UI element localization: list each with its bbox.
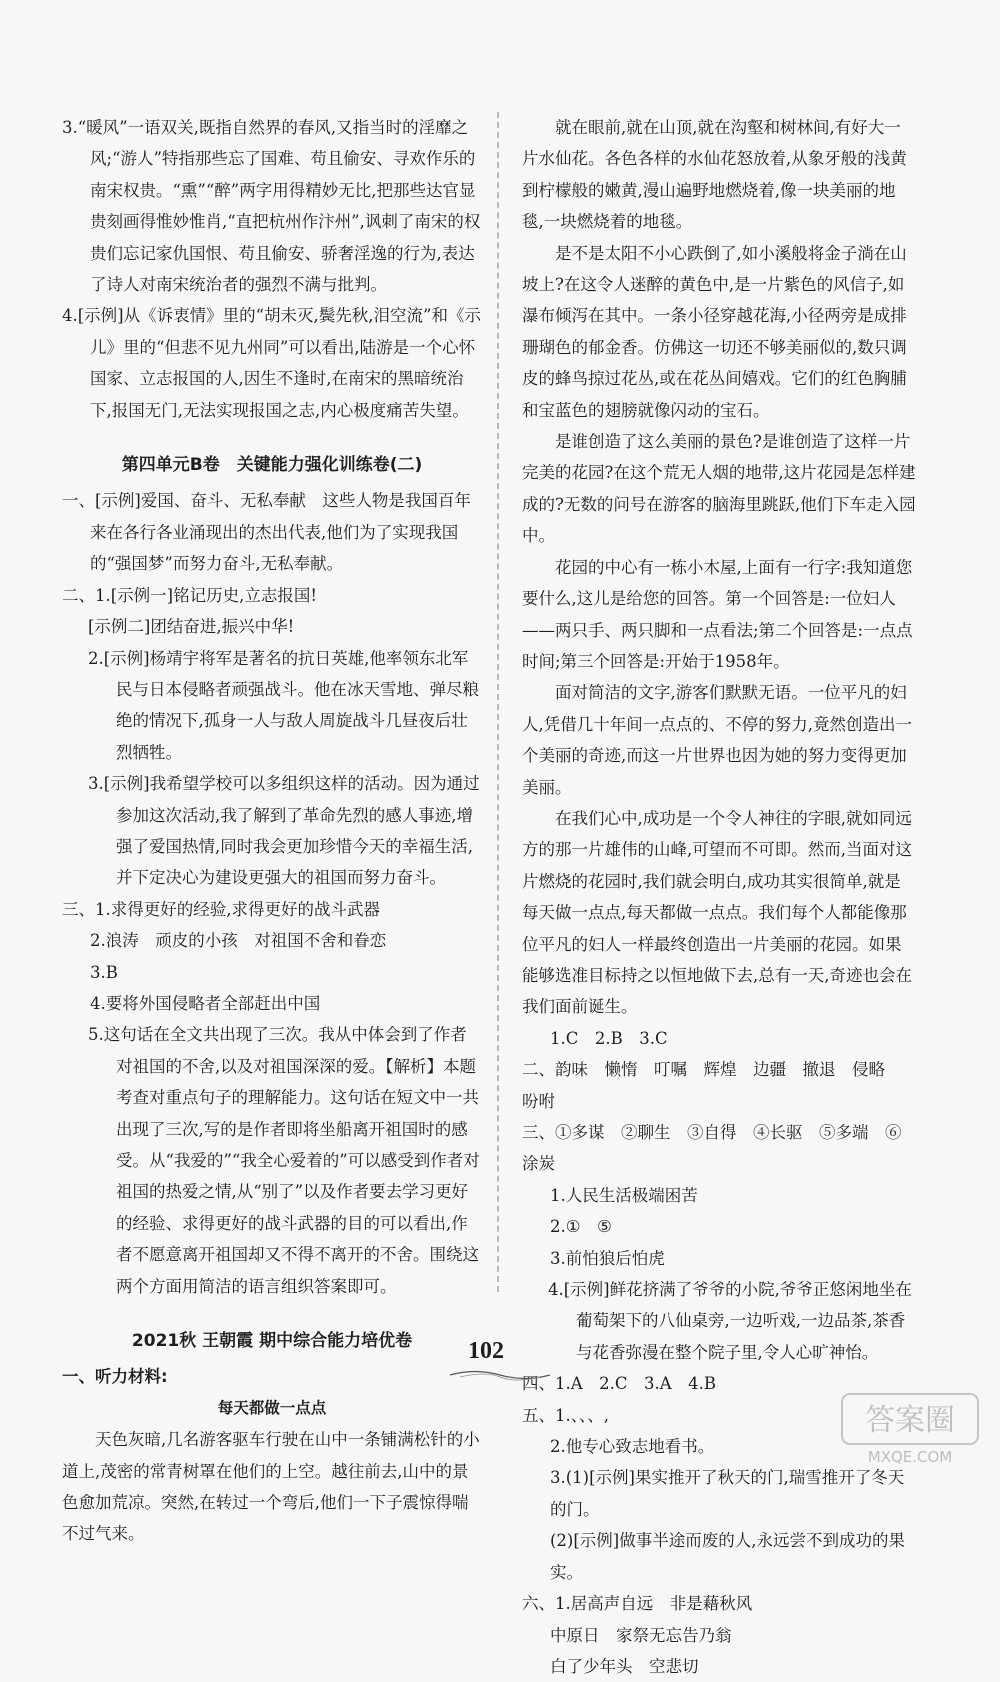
answer-section-5-1: 五、1.、、、, <box>522 1405 609 1425</box>
watermark-logo-icon <box>840 1392 980 1468</box>
article-paragraph-7: 在我们心中,成功是一个令人神往的字眼,就如同远方的那一片雄伟的山峰,可望而不可即。然而,当面对这片燃烧的花园时,我们就会明白,成功其实很简单,就是每天做一点点,每天都做一点点。我们每个人都能像那位平凡的妇人一样最终创造出一片美丽的花园。如果能够选准目标持之以恒地做下去,总有一天,奇迹也会在我们面前诞生。 <box>522 808 912 1017</box>
column-divider <box>497 112 499 1292</box>
answer-section-5-3: 3.(1)[示例]果实推开了秋天的门,瑞雪推开了冬天的门。 <box>550 1468 905 1519</box>
answer-section-2-2: 2.[示例]杨靖宇将军是著名的抗日英雄,他率领东北军民与日本侵略者顽强战斗。他在冰天雪地、弹尽粮绝的情况下,孤身一人与敌人周旋战斗几昼夜后壮烈牺牲。 <box>88 648 479 762</box>
answer-idiom-3: 3.前怕狼后怕虎 <box>550 1248 665 1268</box>
answer-words: 二、韵味 懒惰 叮嘱 辉煌 边疆 撤退 侵略 吩咐 <box>522 1060 902 1111</box>
answer-idiom-1: 1.人民生活极端困苦 <box>550 1185 698 1205</box>
article-paragraph-4: 是谁创造了这么美丽的景色?是谁创造了这样一片完美的花园?在这个荒无人烟的地带,这片花园是怎样建成的?无数的问号在游客的脑海里跳跃,他们下车走入园中。 <box>522 432 916 546</box>
listening-heading: 一、听力材料: <box>62 1367 168 1387</box>
answer-section-6-1c: 白了少年头 空悲切 <box>550 1656 699 1676</box>
answer-section-1: 一、[示例]爱国、奋斗、无私奉献 这些人物是我国百年来在各行各业涌现出的杰出代表,他们为了实现我国的“强国梦”而努力奋斗,无私奉献。 <box>62 491 471 574</box>
answer-4: 4.[示例]从《诉衷情》里的“胡未灭,鬓先秋,泪空流”和《示儿》里的“但悲不见九州同”可以看出,陆游是一个心怀国家、立志报国的人,因生不逢时,在南宋的黑暗统治下,报国无门,无法实现报国之志,内心极度痛苦失望。 <box>62 306 481 420</box>
left-column <box>62 112 482 1550</box>
answer-section-3-2: 2.浪涛 顽皮的小孩 对祖国不舍和眷恋 <box>90 931 387 951</box>
answer-idioms: 三、①多谋 ②聊生 ③自得 ④长驱 ⑤多端 ⑥涂炭 <box>522 1123 902 1174</box>
page-number: 102 <box>468 1338 504 1364</box>
page-ornament-icon <box>445 1368 555 1382</box>
answer-idiom-2: 2.① ⑤ <box>550 1217 612 1237</box>
answer-section-2-3: 3.[示例]我希望学校可以多组织这样的活动。因为通过参加这次活动,我了解到了革命先烈的感人事迹,增强了爱国热情,同时我会更加珍惜今天的幸福生活,并下定决心为建设更强大的祖国而努力奋斗。 <box>88 774 480 888</box>
article-paragraph-5: 花园的中心有一栋小木屋,上面有一行字:我知道您要什么,这儿是给您的回答。第一个回答是:一位妇人——两只手、两只脚和一点看法;第二个回答是:一点点时间;第三个回答是:开始于1958年。 <box>522 557 913 671</box>
answer-section-2-1b: [示例二]团结奋进,振兴中华! <box>88 617 295 637</box>
answer-section-3-3: 3.B <box>90 962 118 982</box>
article-paragraph-3: 是不是太阳不小心跌倒了,如小溪般将金子淌在山坡上?在这令人迷醉的黄色中,是一片紫色的风信子,如瀑布倾泻在其中。一条小径穿越花海,小径两旁是成排珊瑚色的郁金香。仿佛这一切还不够美丽似的,数只调皮的蜂鸟掠过花丛,或在花丛间嬉戏。它们的红色胸脯和宝蓝色的翅膀就像闪动的宝石。 <box>522 243 907 420</box>
section-title-midterm: 2021秋 王朝霞 期中综合能力培优卷 <box>131 1331 413 1352</box>
section-title-unit4b: 第四单元B卷 关键能力强化训练卷(二) <box>121 455 423 476</box>
answer-section-6-1: 六、1.居高声自远 非是藉秋风 <box>522 1594 753 1614</box>
answer-section-3-1: 三、1.求得更好的经验,求得更好的战斗武器 <box>62 899 380 919</box>
article-paragraph-6: 面对简洁的文字,游客们默默无语。一位平凡的妇人,凭借几十年间一点点的、不停的努力,竟然创造出一个美丽的奇迹,而这一片世界也因为她的努力变得更加美丽。 <box>522 683 912 797</box>
answer-section-3-4: 4.要将外国侵略者全部赶出中国 <box>90 993 321 1013</box>
answer-section-5-2: 2.他专心致志地看书。 <box>550 1437 715 1457</box>
answer-choices-1: 1.C 2.B 3.C <box>550 1028 668 1048</box>
answer-idiom-4: 4.[示例]鲜花挤满了爷爷的小院,爷爷正悠闲地坐在葡萄架下的八仙桌旁,一边听戏,一边品茶,茶香与花香弥漫在整个院子里,令人心旷神怡。 <box>548 1280 912 1362</box>
answer-3: 3.“暖风”一语双关,既指自然界的春风,又指当时的淫靡之风;“游人”特指那些忘了国难、苟且偷安、寻欢作乐的南宋权贵。“熏”“醉”两字用得精妙无比,把那些达官显贵刻画得惟妙惟肖,“直把杭州作汴州”,讽刺了南宋的权贵们忘记家仇国恨、苟且偷安、骄奢淫逸的行为,表达了诗人对南宋统治者的强烈不满与批判。 <box>62 118 481 295</box>
answer-section-5-3b: (2)[示例]做事半途而废的人,永远尝不到成功的果实。 <box>550 1531 905 1582</box>
article-paragraph-2: 就在眼前,就在山顶,就在沟壑和树林间,有好大一片水仙花。各色各样的水仙花怒放着,从象牙般的浅黄到柠檬般的嫩黄,漫山遍野地燃烧着,像一块美丽的地毯,一块燃烧着的地毯。 <box>522 118 907 232</box>
article-paragraph-1: 天色灰暗,几名游客驱车行驶在山中一条铺满松针的小道上,茂密的常青树罩在他们的上空。越往前去,山中的景色愈加荒凉。突然,在转过一个弯后,他们一下子震惊得喘不过气来。 <box>62 1430 480 1544</box>
answer-section-6-1b: 中原日 家祭无忘告乃翁 <box>550 1625 732 1645</box>
watermark-url: MXQE.COM <box>867 1448 953 1466</box>
answer-section-2-1: 二、1.[示例一]铭记历史,立志报国! <box>62 585 317 605</box>
article-title: 每天都做一点点 <box>217 1398 327 1417</box>
watermark-text: 答案圈 <box>865 1403 955 1438</box>
answer-section-4: 四、1.A 2.C 3.A 4.B <box>522 1374 717 1394</box>
answer-section-3-5: 5.这句话在全文共出现了三次。我从中体会到了作者对祖国的不舍,以及对祖国深深的爱。【解析】本题考查对重点句子的理解能力。这句话在短文中一共出现了三次,写的是作者即将坐船离开祖国时的感受。从“我爱的”“我全心爱着的”可以感受到作者对祖国的热爱之情,从“别了”以及作者要去学习更好的经验、求得更好的战斗武器的目的可以看出,作者不愿意离开祖国却又不得不离开的不舍。围绕这两个方面用简洁的语言组织答案即可。 <box>88 1025 480 1296</box>
